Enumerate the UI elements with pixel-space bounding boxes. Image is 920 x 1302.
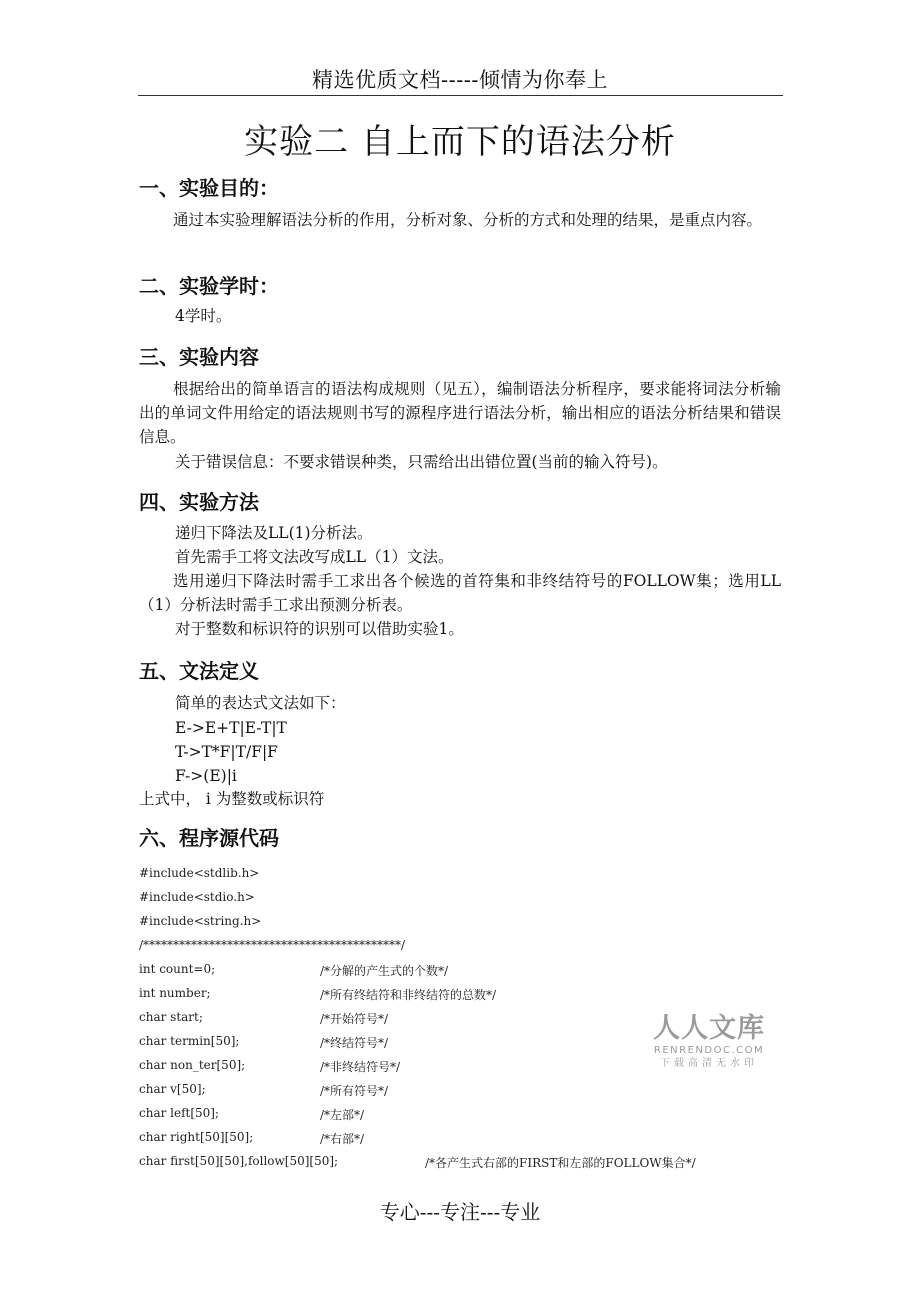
code-comment: /*所有符号*/ — [320, 1084, 389, 1098]
section-heading-grammar: 五、文法定义 — [139, 659, 259, 683]
code-line: char start; /*开始符号*/ — [139, 1010, 389, 1026]
code-comment: /*开始符号*/ — [320, 1012, 389, 1026]
code-comment: /*各产生式右部的FIRST和左部的FOLLOW集合*/ — [425, 1156, 696, 1170]
code-line: char termin[50]; /*终结符号*/ — [139, 1034, 389, 1050]
page-header: 精选优质文档-----倾情为你奉上 — [312, 68, 608, 92]
code-line: #include<stdlib.h> — [139, 866, 260, 880]
code-line: char left[50]; /*左部*/ — [139, 1106, 365, 1122]
code-comment: /*非终结符号*/ — [320, 1060, 401, 1074]
code-line: int number; /*所有终结符和非终结符的总数*/ — [139, 986, 497, 1002]
method-line-4: 对于整数和标识符的识别可以借助实验1。 — [175, 620, 464, 638]
code-line: int count=0; /*分解的产生式的个数*/ — [139, 962, 449, 978]
purpose-paragraph: 通过本实验理解语法分析的作用，分析对象、分析的方式和处理的结果，是重点内容。 — [173, 211, 763, 229]
document-title: 实验二 自上而下的语法分析 — [244, 122, 676, 162]
page-footer: 专心---专注---专业 — [379, 1200, 541, 1224]
section-heading-source: 六、程序源代码 — [139, 826, 279, 850]
code-line: /*******************************************/ — [139, 938, 406, 952]
section-heading-method: 四、实验方法 — [139, 490, 259, 514]
header-divider — [138, 95, 783, 96]
code-line: char non_ter[50]; /*非终结符号*/ — [139, 1058, 401, 1074]
section-heading-content: 三、实验内容 — [139, 345, 259, 369]
code-comment: /*分解的产生式的个数*/ — [320, 964, 449, 978]
section-heading-hours: 二、实验学时： — [139, 274, 279, 298]
code-comment: /*所有终结符和非终结符的总数*/ — [320, 988, 497, 1002]
grammar-rule-e: E->E+T|E-T|T — [175, 719, 287, 737]
content-error-note: 关于错误信息：不要求错误种类，只需给出出错位置(当前的输入符号)。 — [175, 453, 668, 471]
grammar-intro: 简单的表达式文法如下： — [175, 694, 346, 712]
method-line-2: 首先需手工将文法改写成LL（1）文法。 — [175, 548, 454, 566]
grammar-note: 上式中， i 为整数或标识符 — [139, 790, 325, 808]
watermark-title: 人人文库 — [653, 1013, 765, 1044]
code-line: #include<stdio.h> — [139, 890, 255, 904]
code-line: char v[50]; /*所有符号*/ — [139, 1082, 389, 1098]
grammar-rule-f: F->(E)|i — [175, 767, 237, 785]
method-paragraph: 选用递归下降法时需手工求出各个候选的首符集和非终结符号的FOLLOW集；选用LL（1）分析法时需手工求出预测分析表。 — [139, 572, 781, 614]
code-line: char right[50][50]; /*右部*/ — [139, 1130, 365, 1146]
grammar-rule-t: T->T*F|T/F|F — [175, 743, 278, 761]
method-line-1: 递归下降法及LL(1)分析法。 — [175, 524, 373, 542]
watermark-domain: RENRENDOC.COM — [653, 1045, 765, 1056]
watermark-logo — [646, 1014, 772, 1071]
code-line: char first[50][50],follow[50][50]; /*各产生式右部的FIRST和左部的FOLLOW集合*/ — [139, 1154, 696, 1170]
content-paragraph: 根据给出的简单语言的语法构成规则（见五），编制语法分析程序，要求能将词法分析输出的单词文件用给定的语法规则书写的源程序进行语法分析，输出相应的语法分析结果和错误信息。 — [139, 380, 781, 446]
code-comment: /*左部*/ — [320, 1108, 365, 1122]
code-comment: /*右部*/ — [320, 1132, 365, 1146]
hours-paragraph: 4学时。 — [175, 307, 232, 325]
code-comment: /*终结符号*/ — [320, 1036, 389, 1050]
section-heading-purpose: 一、实验目的： — [139, 176, 279, 200]
code-line: #include<string.h> — [139, 914, 262, 928]
watermark-subtitle: 下载高清无水印 — [660, 1058, 758, 1069]
